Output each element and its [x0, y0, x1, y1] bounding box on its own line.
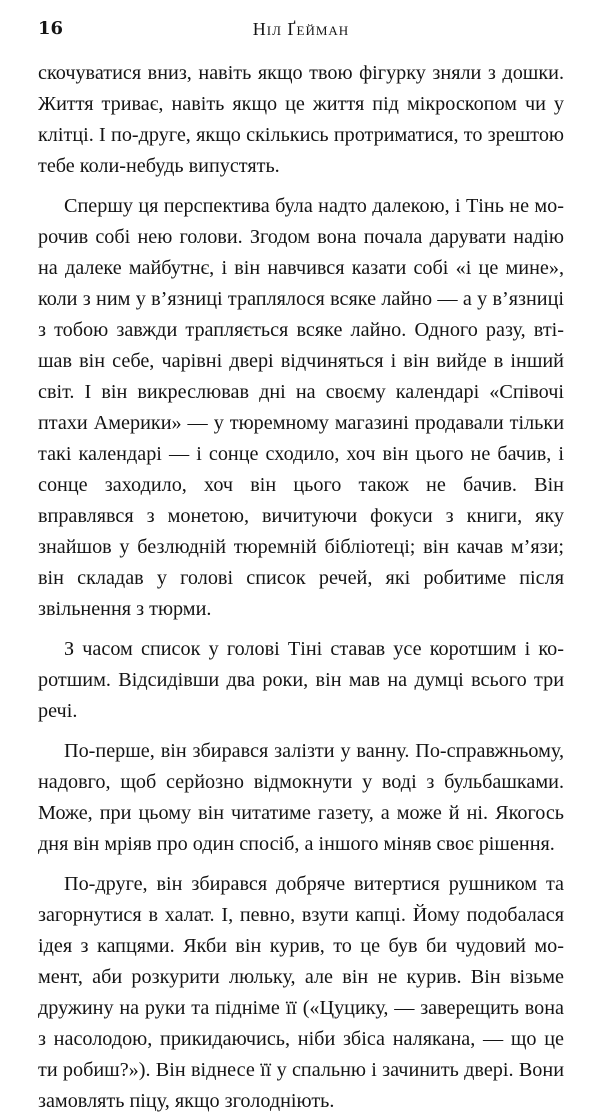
paragraph: Спершу ця перспектива була надто далекою, і Тінь не морочив собі нею голови. Згодом вона почала дарувати надію на далеке майбутнє, і він навчився казати собі «і це мине», коли з ним у в’язниці траплялося всяке лайно — а у в’язниці з тобою завжди трапляється всяке лайно. Одного разу, втішав він себе, чарівні двері відчиняться і він вийде в інший світ. І він викреслював дні на своєму календарі «Співочі птахи Америки» — у тюремному магазині продавали тільки такі календарі — і сонце сходило, хоч він цього не бачив, і сонце заходило, хоч він цього також не бачив. Він вправлявся з монетою, вичитуючи фокуси з книги, яку знайшов у безлюдній тюремній бібліотеці; він качав м’язи; він складав у голові список речей, які робитиме після звільнення з тюрми.	[38, 195, 564, 620]
paragraph: По-друге, він збирався добряче витертися рушником та загорнутися в халат. І, певно, взути капці. Йому подобалася ідея з капцями. Якби він курив, то це був би чудовий момент, аби розкурити люльку, але він не курив. Він візьме дружину на руки та підніме її («Цуцику, — заверещить вона з насолодою, прикидаючись, ніби збіса налякана, — що це ти робиш?»). Він віднесе її у спальню і зачинить двері. Вони замовлять піцу, якщо зголодніють.	[38, 873, 564, 1112]
running-title: Ніл Ґейман	[252, 19, 350, 39]
paragraph: По-перше, він збирався залізти у ванну. По-справжньому, надовго, щоб серйозно відмокнути у воді з бульбашками. Може, при цьому він читатиме газету, а може й ні. Якогось дня він мріяв про один спосіб, а іншого міняв своє рішення.	[38, 740, 564, 855]
paragraph: З часом список у голові Тіні ставав усе коротшим і коротшим. Відсидівши два роки, він мав на думці всього три речі.	[38, 638, 564, 722]
paragraph-continued: скочуватися вниз, навіть якщо твою фігурку зняли з дошки. Життя триває, навіть якщо це життя під мікроскопом чи у клітці. І по-друге, якщо скількись протриматися, то зрештою тебе коли-небудь випустять.	[38, 62, 564, 177]
page-number: 16	[38, 18, 64, 39]
body-text	[38, 58, 564, 1117]
running-head	[38, 0, 564, 58]
